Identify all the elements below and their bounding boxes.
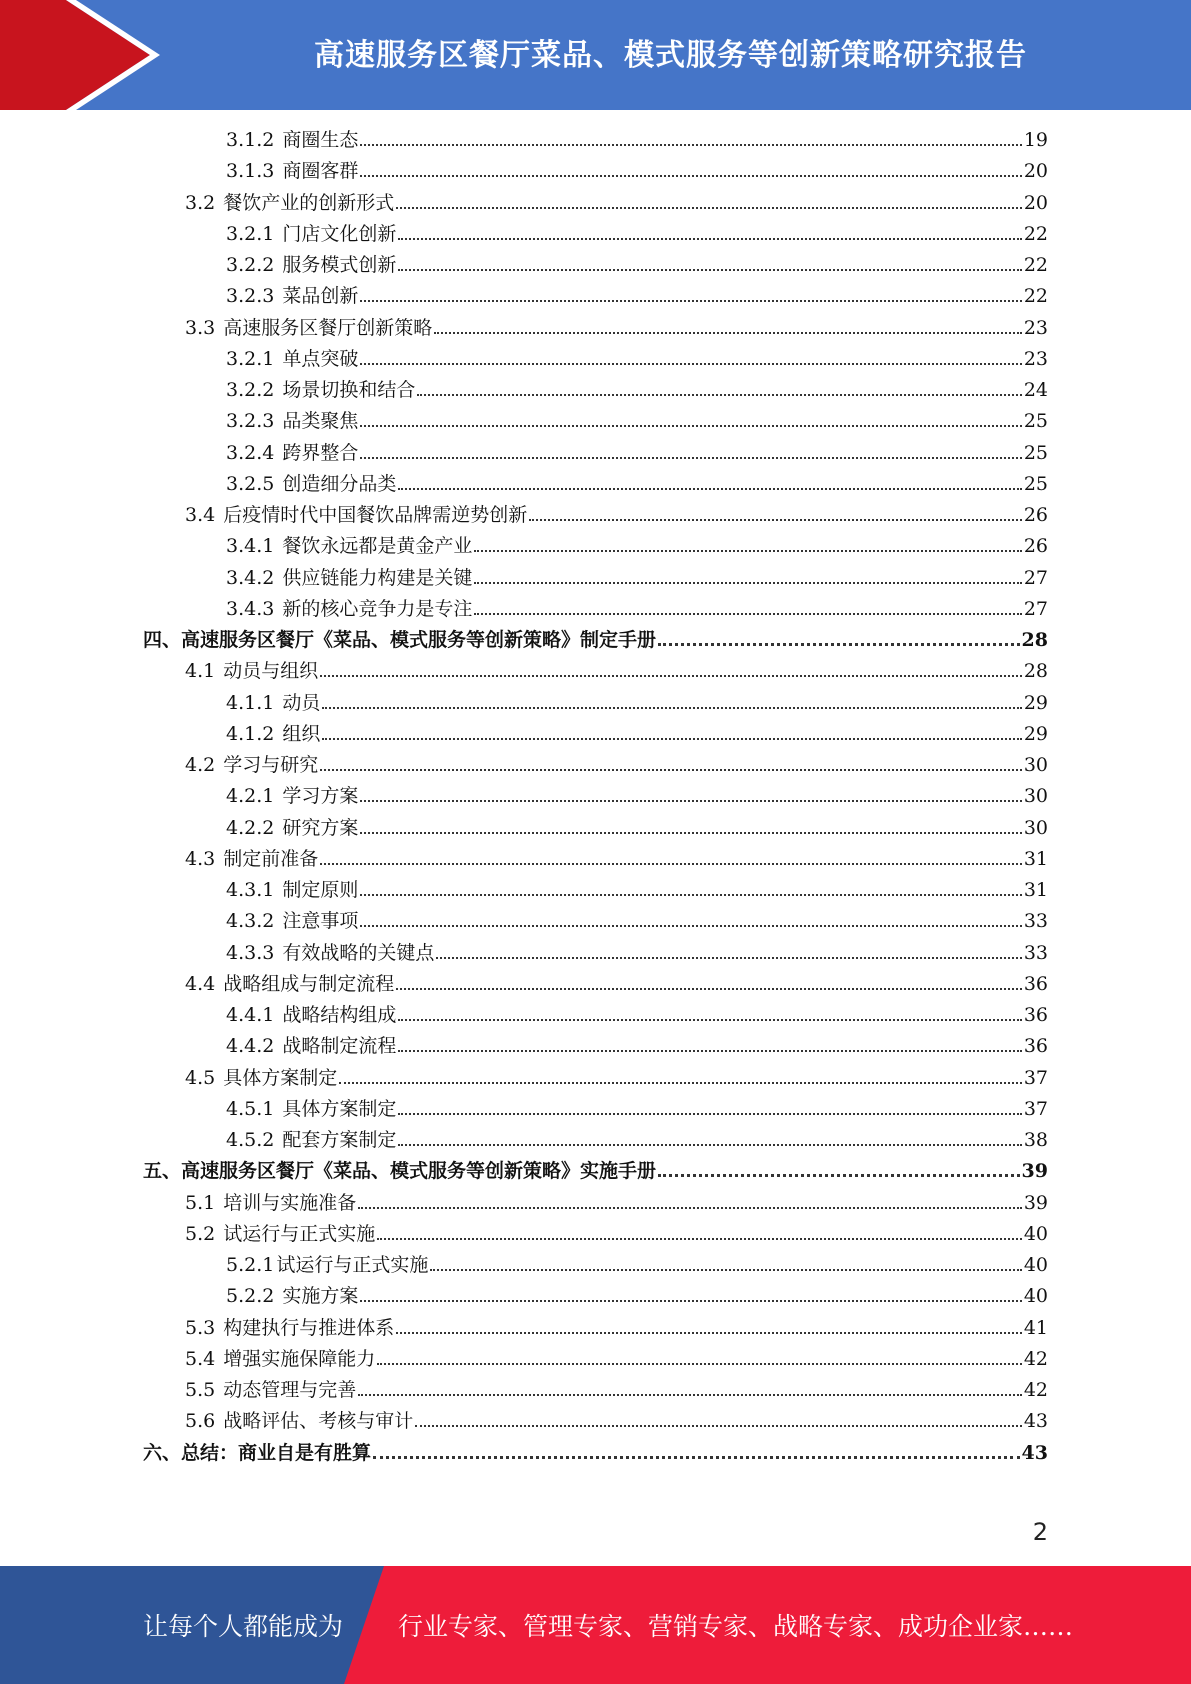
toc-entry[interactable]	[185, 1377, 1048, 1403]
toc-entry-label	[226, 408, 358, 434]
toc-entry-page: 37	[1023, 1098, 1048, 1120]
toc-entry[interactable]	[226, 252, 1048, 278]
toc-entry-label	[226, 377, 415, 403]
toc-entry-label	[226, 565, 472, 591]
toc-dot-leader	[373, 1456, 1020, 1459]
toc-entry-label	[185, 1408, 413, 1434]
toc-entry-number: 5.2.2	[226, 1285, 275, 1307]
toc-entry-label	[185, 752, 318, 778]
toc-entry-title: 餐饮永远都是黄金产业	[282, 535, 473, 557]
toc-entry-page: 39	[1021, 1160, 1048, 1182]
toc-entry[interactable]	[226, 690, 1048, 716]
toc-entry-page: 23	[1023, 317, 1048, 339]
toc-entry[interactable]	[185, 752, 1048, 778]
toc-entry-number: 3.2.4	[226, 442, 275, 464]
toc-dot-leader	[398, 1144, 1021, 1146]
toc-entry[interactable]	[226, 283, 1048, 309]
toc-entry-number: 5.2	[185, 1223, 216, 1245]
footer-slogan-left: 让每个人都能成为	[143, 1612, 344, 1641]
toc-entry-title: 具体方案制定	[282, 1098, 397, 1120]
toc-dot-leader	[377, 1363, 1022, 1365]
toc-entry-page: 33	[1023, 942, 1048, 964]
toc-entry-number: 5.4	[185, 1348, 216, 1370]
toc-dot-leader	[360, 832, 1021, 834]
toc-entry-number: 4.5	[185, 1067, 216, 1089]
toc-entry-number: 3.4.3	[226, 598, 275, 620]
toc-entry[interactable]	[185, 1315, 1048, 1341]
toc-dot-leader	[322, 707, 1021, 709]
toc-entry-number: 4.3	[185, 848, 216, 870]
toc-entry-label	[226, 440, 358, 466]
toc-entry-label	[185, 846, 318, 872]
toc-entry-title: 增强实施保障能力	[223, 1348, 376, 1370]
toc-entry-number: 4.4	[185, 973, 216, 995]
toc-entry[interactable]	[185, 315, 1048, 341]
toc-entry-number: 4.3.3	[226, 942, 275, 964]
toc-entry[interactable]	[226, 1096, 1048, 1122]
toc-entry-label	[226, 471, 396, 497]
toc-entry-page: 43	[1021, 1442, 1048, 1464]
toc-entry-title: 制定前准备	[223, 848, 319, 870]
toc-dot-leader	[360, 425, 1021, 427]
toc-entry-page: 28	[1023, 660, 1048, 682]
toc-entry-title: 战略组成与制定流程	[223, 973, 395, 995]
toc-entry-page: 31	[1023, 879, 1048, 901]
toc-entry-label	[226, 533, 472, 559]
toc-entry-title: 战略结构组成	[282, 1004, 397, 1026]
toc-dot-leader	[320, 769, 1022, 771]
toc-dot-leader	[474, 550, 1021, 552]
toc-entry-page: 41	[1023, 1317, 1048, 1339]
toc-entry-label	[226, 1002, 396, 1028]
toc-entry-number: 4.3.1	[226, 879, 275, 901]
toc-entry[interactable]	[226, 565, 1048, 591]
toc-entry[interactable]	[143, 627, 1048, 653]
toc-entry-label	[185, 1315, 394, 1341]
toc-entry[interactable]	[226, 815, 1048, 841]
toc-entry-page: 37	[1023, 1067, 1048, 1089]
toc-dot-leader	[360, 1300, 1021, 1302]
toc-entry-title: 高速服务区餐厅《菜品、模式服务等创新策略》制定手册	[181, 629, 657, 651]
toc-entry-page: 30	[1023, 817, 1048, 839]
toc-entry-number: 五、	[143, 1160, 182, 1182]
toc-entry-number: 3.2.5	[226, 473, 275, 495]
toc-entry-page: 27	[1023, 598, 1048, 620]
toc-entry[interactable]	[226, 721, 1048, 747]
toc-entry-title: 实施方案	[282, 1285, 359, 1307]
toc-entry-title: 动态管理与完善	[223, 1379, 357, 1401]
toc-entry-title: 高速服务区餐厅《菜品、模式服务等创新策略》实施手册	[181, 1160, 657, 1182]
toc-entry-page: 40	[1023, 1254, 1048, 1276]
toc-entry[interactable]	[185, 1408, 1048, 1434]
toc-entry-label	[226, 158, 358, 184]
toc-entry-label	[185, 1346, 375, 1372]
toc-dot-leader	[360, 300, 1021, 302]
toc-entry-page: 25	[1023, 410, 1048, 432]
toc-entry-number: 4.3.2	[226, 910, 275, 932]
toc-entry-page: 20	[1023, 192, 1048, 214]
toc-entry-label	[185, 315, 432, 341]
toc-entry-number: 4.2.1	[226, 785, 275, 807]
toc-entry-label	[185, 502, 527, 528]
toc-entry-title: 门店文化创新	[282, 223, 397, 245]
toc-entry[interactable]	[185, 1065, 1048, 1091]
toc-entry-label	[143, 1158, 656, 1184]
toc-entry-page: 22	[1023, 254, 1048, 276]
toc-entry-label	[226, 127, 358, 153]
toc-entry-number: 4.1.1	[226, 692, 275, 714]
toc-entry[interactable]	[226, 877, 1048, 903]
toc-entry-title: 动员与组织	[223, 660, 319, 682]
toc-entry-page: 25	[1023, 442, 1048, 464]
toc-entry[interactable]	[226, 127, 1048, 153]
toc-entry-number: 3.2.1	[226, 223, 275, 245]
toc-entry[interactable]	[226, 908, 1048, 934]
toc-entry[interactable]	[226, 940, 1048, 966]
toc-entry[interactable]	[143, 1158, 1048, 1184]
toc-entry[interactable]	[226, 346, 1048, 372]
toc-dot-leader	[358, 1207, 1022, 1209]
toc-entry-label	[226, 596, 472, 622]
toc-dot-leader	[396, 207, 1022, 209]
toc-entry-number: 5.2.1	[226, 1254, 275, 1276]
toc-dot-leader	[360, 457, 1021, 459]
toc-entry-title: 品类聚焦	[282, 410, 359, 432]
toc-entry-label	[226, 877, 358, 903]
toc-entry-label	[185, 1377, 356, 1403]
toc-entry-number: 4.2	[185, 754, 216, 776]
toc-entry[interactable]	[185, 1221, 1048, 1247]
toc-entry-title: 单点突破	[282, 348, 359, 370]
toc-dot-leader	[658, 1174, 1020, 1177]
toc-entry-page: 29	[1023, 723, 1048, 745]
header-banner	[0, 0, 1191, 110]
toc-entry-label	[226, 1283, 358, 1309]
toc-entry-page: 23	[1023, 348, 1048, 370]
toc-entry-number: 5.1	[185, 1192, 216, 1214]
toc-dot-leader	[417, 394, 1021, 396]
toc-dot-leader	[398, 269, 1021, 271]
toc-entry-number: 5.5	[185, 1379, 216, 1401]
toc-entry-title: 商圈客群	[282, 160, 359, 182]
toc-entry-number: 4.1.2	[226, 723, 275, 745]
toc-dot-leader	[474, 582, 1021, 584]
toc-dot-leader	[396, 1332, 1022, 1334]
toc-entry-number: 3.3	[185, 317, 216, 339]
toc-entry-title: 学习方案	[282, 785, 359, 807]
toc-entry[interactable]	[185, 658, 1048, 684]
toc-entry-page: 42	[1023, 1348, 1048, 1370]
toc-dot-leader	[360, 894, 1021, 896]
toc-entry[interactable]	[226, 1127, 1048, 1153]
toc-dot-leader	[320, 863, 1022, 865]
toc-entry-label	[185, 1221, 375, 1247]
toc-entry-page: 29	[1023, 692, 1048, 714]
toc-entry[interactable]	[143, 1440, 1048, 1466]
toc-entry[interactable]	[226, 596, 1048, 622]
toc-entry-title: 供应链能力构建是关键	[282, 567, 473, 589]
toc-dot-leader	[430, 1269, 1021, 1271]
toc-entry-page: 19	[1023, 129, 1048, 151]
toc-dot-leader	[474, 613, 1021, 615]
toc-dot-leader	[398, 1050, 1021, 1052]
toc-entry[interactable]	[226, 471, 1048, 497]
page-number: 2	[1032, 1518, 1048, 1546]
toc-entry-page: 26	[1023, 504, 1048, 526]
toc-entry-page: 26	[1023, 535, 1048, 557]
toc-entry-title: 有效战略的关键点	[282, 942, 435, 964]
toc-entry-page: 39	[1023, 1192, 1048, 1214]
toc-entry-label	[226, 221, 396, 247]
toc-entry-page: 30	[1023, 785, 1048, 807]
toc-entry-title: 新的核心竞争力是专注	[282, 598, 473, 620]
toc-entry-title: 动员	[282, 692, 321, 714]
toc-entry[interactable]	[226, 221, 1048, 247]
toc-entry-label	[226, 1252, 428, 1278]
toc-dot-leader	[658, 643, 1020, 646]
toc-entry-number: 3.2.3	[226, 410, 275, 432]
toc-entry-label	[226, 252, 396, 278]
toc-dot-leader	[320, 675, 1022, 677]
toc-entry-page: 20	[1023, 160, 1048, 182]
toc-entry-page: 36	[1023, 1035, 1048, 1057]
toc-entry[interactable]	[226, 408, 1048, 434]
toc-entry-title: 学习与研究	[223, 754, 319, 776]
toc-entry-title: 培训与实施准备	[223, 1192, 357, 1214]
toc-entry-page: 22	[1023, 285, 1048, 307]
toc-dot-leader	[436, 957, 1021, 959]
toc-entry-page: 43	[1023, 1410, 1048, 1432]
toc-entry-number: 3.2.3	[226, 285, 275, 307]
toc-entry-number: 3.4	[185, 504, 216, 526]
toc-entry[interactable]	[185, 971, 1048, 997]
toc-entry-number: 3.2.1	[226, 348, 275, 370]
toc-entry-page: 42	[1023, 1379, 1048, 1401]
toc-entry-number: 4.5.2	[226, 1129, 275, 1151]
toc-entry-label	[226, 908, 358, 934]
toc-entry[interactable]	[226, 377, 1048, 403]
toc-entry[interactable]	[226, 158, 1048, 184]
toc-entry-label	[226, 283, 358, 309]
toc-entry-number: 4.1	[185, 660, 216, 682]
toc-dot-leader	[360, 175, 1021, 177]
footer-slogan-right: 行业专家、管理专家、营销专家、战略专家、成功企业家……	[398, 1612, 1074, 1641]
toc-entry[interactable]	[185, 1190, 1048, 1216]
toc-entry[interactable]	[226, 1252, 1048, 1278]
toc-entry[interactable]	[185, 502, 1048, 528]
toc-entry-number: 4.2.2	[226, 817, 275, 839]
toc-entry-page: 33	[1023, 910, 1048, 932]
toc-entry-label	[226, 721, 320, 747]
toc-dot-leader	[322, 738, 1021, 740]
document-title: 高速服务区餐厅菜品、模式服务等创新策略研究报告	[314, 38, 1027, 73]
toc-entry-page: 38	[1023, 1129, 1048, 1151]
toc-dot-leader	[398, 238, 1021, 240]
toc-dot-leader	[396, 988, 1022, 990]
toc-dot-leader	[360, 363, 1021, 365]
toc-entry-title: 商圈生态	[282, 129, 359, 151]
toc-dot-leader	[360, 925, 1021, 927]
toc-entry-title: 跨界整合	[282, 442, 359, 464]
toc-entry-number: 六、	[143, 1442, 182, 1464]
toc-dot-leader	[358, 1394, 1022, 1396]
toc-entry-number: 3.4.1	[226, 535, 275, 557]
toc-entry-label	[226, 1096, 396, 1122]
toc-entry-number: 3.2.2	[226, 379, 275, 401]
toc-entry-page: 40	[1023, 1285, 1048, 1307]
toc-entry-page: 22	[1023, 223, 1048, 245]
toc-entry-title: 服务模式创新	[282, 254, 397, 276]
toc-entry-page: 31	[1023, 848, 1048, 870]
toc-entry-label	[226, 815, 358, 841]
toc-entry-number: 四、	[143, 629, 182, 651]
toc-entry-number: 3.1.3	[226, 160, 275, 182]
toc-entry[interactable]	[185, 846, 1048, 872]
toc-entry-page: 28	[1021, 629, 1048, 651]
toc-entry-label	[185, 658, 318, 684]
toc-entry[interactable]	[226, 1283, 1048, 1309]
toc-entry-number: 3.1.2	[226, 129, 275, 151]
toc-entry-title: 组织	[282, 723, 321, 745]
toc-entry-title: 创造细分品类	[282, 473, 397, 495]
toc-entry-label	[226, 940, 434, 966]
toc-entry[interactable]	[185, 1346, 1048, 1372]
toc-entry-title: 餐饮产业的创新形式	[223, 192, 395, 214]
toc-dot-leader	[339, 1082, 1022, 1084]
toc-entry-title: 场景切换和结合	[282, 379, 416, 401]
toc-entry-page: 25	[1023, 473, 1048, 495]
toc-entry-title: 试运行与正式实施	[276, 1254, 429, 1276]
toc-dot-leader	[415, 1425, 1022, 1427]
toc-entry-page: 36	[1023, 973, 1048, 995]
toc-entry-title: 具体方案制定	[223, 1067, 338, 1089]
toc-dot-leader	[398, 1019, 1021, 1021]
toc-entry-label	[226, 1127, 396, 1153]
toc-entry-title: 注意事项	[282, 910, 359, 932]
toc-entry-title: 战略制定流程	[282, 1035, 397, 1057]
toc-entry-title: 后疫情时代中国餐饮品牌需逆势创新	[223, 504, 528, 526]
toc-entry-number: 3.4.2	[226, 567, 275, 589]
toc-entry-number: 4.4.1	[226, 1004, 275, 1026]
toc-dot-leader	[377, 1238, 1022, 1240]
toc-entry-title: 菜品创新	[282, 285, 359, 307]
toc-entry-number: 3.2.2	[226, 254, 275, 276]
toc-entry-number: 5.6	[185, 1410, 216, 1432]
toc-entry-label	[185, 1190, 356, 1216]
toc-entry-label	[226, 346, 358, 372]
toc-entry-page: 30	[1023, 754, 1048, 776]
toc-entry-title: 研究方案	[282, 817, 359, 839]
toc-entry-title: 构建执行与推进体系	[223, 1317, 395, 1339]
toc-dot-leader	[360, 800, 1021, 802]
toc-entry-label	[185, 190, 394, 216]
toc-entry[interactable]	[226, 1002, 1048, 1028]
toc-dot-leader	[434, 332, 1022, 334]
footer-banner	[0, 1566, 1191, 1684]
toc-entry-label	[226, 1033, 396, 1059]
toc-entry-page: 27	[1023, 567, 1048, 589]
toc-entry-label	[185, 1065, 337, 1091]
toc-entry-label	[185, 971, 394, 997]
toc-dot-leader	[360, 144, 1021, 146]
toc-entry-page: 24	[1023, 379, 1048, 401]
toc-entry-page: 36	[1023, 1004, 1048, 1026]
toc-entry-title: 试运行与正式实施	[223, 1223, 376, 1245]
toc-entry-number: 5.3	[185, 1317, 216, 1339]
toc-entry-label	[226, 783, 358, 809]
toc-entry-title: 高速服务区餐厅创新策略	[223, 317, 433, 339]
toc-entry-label	[143, 627, 656, 653]
toc-entry-label	[226, 690, 320, 716]
toc-entry-title: 战略评估、考核与审计	[223, 1410, 414, 1432]
toc-entry-title: 制定原则	[282, 879, 359, 901]
toc-entry-title: 总结：商业自是有胜算	[181, 1442, 372, 1464]
toc-entry[interactable]	[226, 1033, 1048, 1059]
toc-dot-leader	[529, 519, 1022, 521]
toc-dot-leader	[398, 488, 1021, 490]
toc-entry[interactable]	[226, 783, 1048, 809]
toc-entry[interactable]	[226, 440, 1048, 466]
toc-dot-leader	[398, 1113, 1021, 1115]
toc-entry-number: 4.4.2	[226, 1035, 275, 1057]
toc-entry-page: 40	[1023, 1223, 1048, 1245]
toc-entry-number: 4.5.1	[226, 1098, 275, 1120]
toc-entry-label	[143, 1440, 371, 1466]
toc-entry-number: 3.2	[185, 192, 216, 214]
toc-entry[interactable]	[185, 190, 1048, 216]
toc-entry-title: 配套方案制定	[282, 1129, 397, 1151]
toc-entry[interactable]	[226, 533, 1048, 559]
